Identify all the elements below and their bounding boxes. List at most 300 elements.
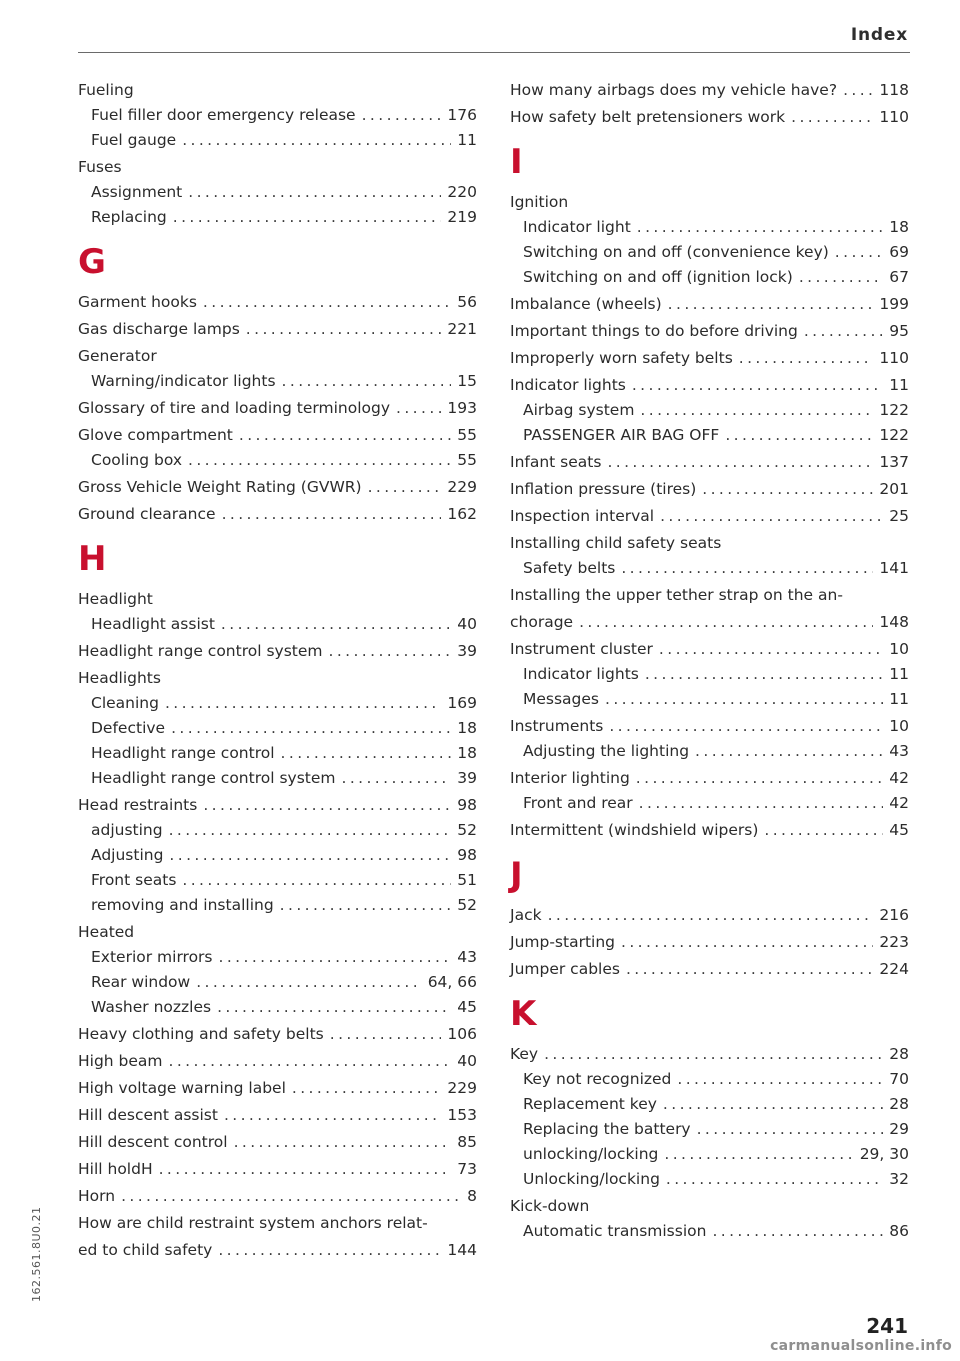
entry-term: Heavy clothing and safety belts <box>78 1025 324 1043</box>
dot-leader <box>196 970 421 995</box>
index-subentry <box>510 1092 909 1117</box>
index-entry <box>78 396 477 421</box>
entry-page-ref: 106 <box>447 1025 477 1043</box>
index-subentry <box>510 791 909 816</box>
dot-leader <box>544 1042 883 1067</box>
entry-term: Safety belts <box>523 559 616 577</box>
section-letter: J <box>510 855 523 895</box>
entry-page-ref: 141 <box>879 559 909 577</box>
entry-term: Imbalance (wheels) <box>510 295 662 313</box>
entry-page-ref: 11 <box>457 131 477 149</box>
index-entry <box>78 1211 477 1236</box>
entry-page-ref: 18 <box>889 218 909 236</box>
index-entry <box>78 587 477 612</box>
entry-page-ref: 55 <box>457 451 477 469</box>
entry-term: Head restraints <box>78 796 198 814</box>
dot-leader <box>636 766 883 791</box>
index-subentry <box>78 945 477 970</box>
entry-page-ref: 43 <box>457 948 477 966</box>
entry-term: ed to child safety <box>78 1241 213 1259</box>
entry-page-ref: 69 <box>889 243 909 261</box>
entry-page-ref: 40 <box>457 1052 477 1070</box>
entry-page-ref: 25 <box>889 507 909 525</box>
entry-term: Indicator light <box>523 218 631 236</box>
entry-term: Headlight range control system <box>91 769 336 787</box>
dot-leader <box>666 1167 883 1192</box>
index-column-right <box>510 76 909 1244</box>
entry-term: Horn <box>78 1187 116 1205</box>
dot-leader <box>396 396 441 421</box>
entry-page-ref: 70 <box>889 1070 909 1088</box>
entry-term: Replacing the battery <box>523 1120 691 1138</box>
dot-leader <box>621 930 873 955</box>
index-entry <box>78 1184 477 1209</box>
index-subentry <box>78 180 477 205</box>
page-number: 241 <box>866 1314 908 1338</box>
entry-term: Installing child safety seats <box>510 534 722 552</box>
entry-term: Messages <box>523 690 600 708</box>
entry-term: Generator <box>78 347 157 365</box>
entry-page-ref: 98 <box>457 846 477 864</box>
index-subentry <box>78 612 477 637</box>
entry-page-ref: 15 <box>457 372 477 390</box>
index-entry <box>510 105 909 130</box>
dot-leader <box>764 818 883 843</box>
entry-term: Ground clearance <box>78 505 216 523</box>
index-entry <box>78 1049 477 1074</box>
entry-term: High voltage warning label <box>78 1079 286 1097</box>
index-entry <box>510 583 909 608</box>
entry-term: Fuel filler door emergency release <box>91 106 356 124</box>
index-subentry <box>78 818 477 843</box>
document-code: 162.561.8U0.21 <box>30 1206 43 1302</box>
entry-term: Defective <box>91 719 166 737</box>
index-entry <box>510 610 909 635</box>
index-entry <box>510 319 909 344</box>
index-column-left <box>78 76 477 1263</box>
entry-term: Headlight range control <box>91 744 275 762</box>
dot-leader <box>607 450 873 475</box>
entry-page-ref: 45 <box>457 998 477 1016</box>
dot-leader <box>280 893 452 918</box>
entry-page-ref: 169 <box>447 694 477 712</box>
entry-term: Important things to do before driving <box>510 322 798 340</box>
index-subentry <box>78 205 477 230</box>
entry-page-ref: 110 <box>879 108 909 126</box>
index-entry <box>510 766 909 791</box>
index-entry <box>510 78 909 103</box>
entry-page-ref: 39 <box>457 642 477 660</box>
entry-term: Front seats <box>91 871 177 889</box>
section-letter: I <box>510 142 523 182</box>
entry-term: Interior lighting <box>510 769 630 787</box>
index-entry <box>510 903 909 928</box>
entry-term: Replacement key <box>523 1095 657 1113</box>
entry-term: Cooling box <box>91 451 183 469</box>
entry-term: Intermittent (windshield wipers) <box>510 821 759 839</box>
entry-page-ref: 221 <box>447 320 477 338</box>
entry-term: Heated <box>78 923 135 941</box>
entry-page-ref: 118 <box>879 81 909 99</box>
entry-term: Gas discharge lamps <box>78 320 240 338</box>
entry-page-ref: 85 <box>457 1133 477 1151</box>
entry-page-ref: 11 <box>889 690 909 708</box>
entry-term: High beam <box>78 1052 163 1070</box>
dot-leader <box>668 292 874 317</box>
index-entry <box>78 1157 477 1182</box>
entry-page-ref: 98 <box>457 796 477 814</box>
entry-term: Glossary of tire and loading terminology <box>78 399 391 417</box>
dot-leader <box>548 903 874 928</box>
index-entry <box>510 190 909 215</box>
entry-page-ref: 144 <box>447 1241 477 1259</box>
dot-leader <box>173 205 442 230</box>
section-letter: H <box>78 539 107 579</box>
dot-leader <box>182 868 451 893</box>
dot-leader <box>342 766 452 791</box>
entry-page-ref: 216 <box>879 906 909 924</box>
entry-page-ref: 52 <box>457 821 477 839</box>
dot-leader <box>579 610 873 635</box>
entry-term: Fuel gauge <box>91 131 177 149</box>
index-subentry <box>78 716 477 741</box>
index-entry <box>78 1238 477 1263</box>
dot-leader <box>637 215 883 240</box>
index-entry <box>78 1076 477 1101</box>
entry-page-ref: 193 <box>447 399 477 417</box>
dot-leader <box>169 818 452 843</box>
index-entry <box>510 818 909 843</box>
dot-leader <box>292 1076 442 1101</box>
entry-page-ref: 148 <box>879 613 909 631</box>
entry-term: Headlight range control system <box>78 642 323 660</box>
dot-leader <box>712 1219 883 1244</box>
entry-page-ref: 29, 30 <box>859 1145 909 1163</box>
entry-page-ref: 56 <box>457 293 477 311</box>
dot-leader <box>362 103 442 128</box>
index-entry <box>510 714 909 739</box>
entry-page-ref: 11 <box>889 376 909 394</box>
entry-term: Glove compartment <box>78 426 233 444</box>
dot-leader <box>843 78 873 103</box>
entry-page-ref: 18 <box>457 744 477 762</box>
dot-leader <box>282 369 452 394</box>
index-subentry <box>510 423 909 448</box>
entry-term: Indicator lights <box>510 376 626 394</box>
entry-page-ref: 10 <box>889 717 909 735</box>
dot-leader <box>605 687 883 712</box>
watermark: carmanualsonline.info <box>770 1338 952 1354</box>
index-entry <box>510 477 909 502</box>
dot-leader <box>697 1117 884 1142</box>
index-subentry <box>510 1117 909 1142</box>
entry-page-ref: 153 <box>447 1106 477 1124</box>
entry-term: Warning/indicator lights <box>91 372 276 390</box>
index-subentry <box>510 687 909 712</box>
entry-page-ref: 51 <box>457 871 477 889</box>
entry-page-ref: 8 <box>467 1187 477 1205</box>
running-header: Index <box>850 25 908 45</box>
entry-page-ref: 110 <box>879 349 909 367</box>
index-entry <box>78 502 477 527</box>
entry-term: Exterior mirrors <box>91 948 213 966</box>
section-letter: K <box>510 994 537 1034</box>
dot-leader <box>246 317 442 342</box>
entry-page-ref: 10 <box>889 640 909 658</box>
entry-term: PASSENGER AIR BAG OFF <box>523 426 720 444</box>
index-entry <box>78 317 477 342</box>
index-subentry <box>510 739 909 764</box>
entry-term: Inspection interval <box>510 507 655 525</box>
dot-leader <box>664 1142 853 1167</box>
dot-leader <box>182 128 451 153</box>
entry-term: Rear window <box>91 973 191 991</box>
entry-page-ref: 219 <box>447 208 477 226</box>
entry-term: How are child restraint system anchors relat- <box>78 1214 428 1232</box>
index-entry <box>78 344 477 369</box>
dot-leader <box>368 475 442 500</box>
entry-term: adjusting <box>91 821 163 839</box>
dot-leader <box>221 612 451 637</box>
entry-term: Hill holdH <box>78 1160 153 1178</box>
entry-page-ref: 55 <box>457 426 477 444</box>
dot-leader <box>663 1092 883 1117</box>
entry-page-ref: 224 <box>879 960 909 978</box>
entry-page-ref: 64, 66 <box>427 973 477 991</box>
entry-term: Front and rear <box>523 794 633 812</box>
dot-leader <box>677 1067 883 1092</box>
index-entry <box>78 290 477 315</box>
dot-leader <box>645 662 883 687</box>
dot-leader <box>234 1130 452 1155</box>
entry-term: Hill descent control <box>78 1133 228 1151</box>
entry-term: Jump-starting <box>510 933 615 951</box>
entry-page-ref: 73 <box>457 1160 477 1178</box>
dot-leader <box>219 945 452 970</box>
index-subentry <box>510 1167 909 1192</box>
dot-leader <box>695 739 883 764</box>
entry-page-ref: 42 <box>889 769 909 787</box>
entry-term: Jack <box>510 906 542 924</box>
entry-page-ref: 32 <box>889 1170 909 1188</box>
entry-term: How many airbags does my vehicle have? <box>510 81 838 99</box>
entry-page-ref: 40 <box>457 615 477 633</box>
entry-page-ref: 28 <box>889 1045 909 1063</box>
dot-leader <box>640 398 873 423</box>
index-entry <box>510 373 909 398</box>
dot-leader <box>224 1103 441 1128</box>
entry-page-ref: 39 <box>457 769 477 787</box>
index-subentry <box>78 995 477 1020</box>
index-entry <box>78 920 477 945</box>
entry-term: removing and installing <box>91 896 274 914</box>
dot-leader <box>188 448 451 473</box>
index-subentry <box>510 265 909 290</box>
dot-leader <box>799 265 883 290</box>
entry-term: Washer nozzles <box>91 998 212 1016</box>
dot-leader <box>609 714 883 739</box>
entry-term: Ignition <box>510 193 569 211</box>
index-subentry <box>510 398 909 423</box>
entry-term: Fuses <box>78 158 122 176</box>
dot-leader <box>632 373 883 398</box>
index-entry <box>78 1130 477 1155</box>
dot-leader <box>639 791 884 816</box>
entry-page-ref: 137 <box>879 453 909 471</box>
entry-page-ref: 42 <box>889 794 909 812</box>
index-entry <box>510 346 909 371</box>
index-entry <box>510 1042 909 1067</box>
index-entry <box>510 504 909 529</box>
entry-term: Instrument cluster <box>510 640 653 658</box>
entry-page-ref: 11 <box>889 665 909 683</box>
entry-page-ref: 29 <box>889 1120 909 1138</box>
entry-term: Installing the upper tether strap on the an- <box>510 586 843 604</box>
index-subentry <box>510 556 909 581</box>
entry-term: Instruments <box>510 717 604 735</box>
index-subentry <box>78 369 477 394</box>
entry-term: How safety belt pretensioners work <box>510 108 786 126</box>
index-entry <box>78 78 477 103</box>
dot-leader <box>203 793 451 818</box>
dot-leader <box>739 346 874 371</box>
index-subentry <box>78 843 477 868</box>
dot-leader <box>217 995 451 1020</box>
dot-leader <box>804 319 883 344</box>
index-entry <box>78 475 477 500</box>
index-subentry <box>510 662 909 687</box>
entry-page-ref: 199 <box>879 295 909 313</box>
index-entry <box>510 637 909 662</box>
dot-leader <box>203 290 451 315</box>
index-subentry <box>78 103 477 128</box>
index-entry <box>510 957 909 982</box>
index-subentry <box>78 128 477 153</box>
entry-term: Improperly worn safety belts <box>510 349 733 367</box>
index-subentry <box>78 766 477 791</box>
entry-page-ref: 28 <box>889 1095 909 1113</box>
entry-term: Infant seats <box>510 453 602 471</box>
dot-leader <box>169 843 451 868</box>
dot-leader <box>159 1157 452 1182</box>
entry-page-ref: 229 <box>447 1079 477 1097</box>
entry-page-ref: 95 <box>889 322 909 340</box>
entry-term: Airbag system <box>523 401 635 419</box>
dot-leader <box>218 1238 441 1263</box>
index-entry <box>78 666 477 691</box>
dot-leader <box>239 423 451 448</box>
entry-term: Headlights <box>78 669 161 687</box>
entry-term: Headlight <box>78 590 153 608</box>
index-subentry <box>78 970 477 995</box>
index-subentry <box>510 215 909 240</box>
entry-page-ref: 220 <box>447 183 477 201</box>
entry-term: Switching on and off (convenience key) <box>523 243 829 261</box>
section-letter: G <box>78 242 106 282</box>
index-entry <box>510 930 909 955</box>
entry-page-ref: 162 <box>447 505 477 523</box>
dot-leader <box>169 1049 452 1074</box>
dot-leader <box>188 180 441 205</box>
entry-term: Key <box>510 1045 539 1063</box>
entry-term: Headlight assist <box>91 615 215 633</box>
entry-term: Inflation pressure (tires) <box>510 480 697 498</box>
entry-page-ref: 67 <box>889 268 909 286</box>
index-subentry <box>78 448 477 473</box>
index-entry <box>510 1194 909 1219</box>
entry-term: Adjusting <box>91 846 164 864</box>
dot-leader <box>660 504 883 529</box>
dot-leader <box>281 741 452 766</box>
index-entry <box>510 450 909 475</box>
entry-page-ref: 201 <box>879 480 909 498</box>
index-entry <box>78 423 477 448</box>
header-rule <box>78 52 910 53</box>
index-entry <box>510 531 909 556</box>
dot-leader <box>329 639 452 664</box>
dot-leader <box>121 1184 461 1209</box>
entry-term: Switching on and off (ignition lock) <box>523 268 793 286</box>
entry-page-ref: 176 <box>447 106 477 124</box>
entry-term: Assignment <box>91 183 183 201</box>
entry-term: Unlocking/locking <box>523 1170 660 1188</box>
dot-leader <box>835 240 883 265</box>
entry-term: unlocking/locking <box>523 1145 659 1163</box>
entry-page-ref: 223 <box>879 933 909 951</box>
dot-leader <box>659 637 883 662</box>
index-subentry <box>78 868 477 893</box>
entry-term: Adjusting the lighting <box>523 742 690 760</box>
entry-term: Fueling <box>78 81 134 99</box>
entry-term: Automatic transmission <box>523 1222 707 1240</box>
entry-term: Indicator lights <box>523 665 639 683</box>
index-subentry <box>510 240 909 265</box>
index-entry <box>78 1022 477 1047</box>
index-entry <box>78 639 477 664</box>
dot-leader <box>791 105 873 130</box>
entry-page-ref: 229 <box>447 478 477 496</box>
entry-page-ref: 43 <box>889 742 909 760</box>
entry-page-ref: 122 <box>879 401 909 419</box>
index-entry <box>510 292 909 317</box>
dot-leader <box>165 691 441 716</box>
entry-page-ref: 86 <box>889 1222 909 1240</box>
index-subentry <box>510 1219 909 1244</box>
dot-leader <box>171 716 451 741</box>
entry-term: Replacing <box>91 208 167 226</box>
index-entry <box>78 155 477 180</box>
index-entry <box>78 1103 477 1128</box>
index-subentry <box>510 1142 909 1167</box>
index-subentry <box>510 1067 909 1092</box>
entry-page-ref: 122 <box>879 426 909 444</box>
entry-term: Gross Vehicle Weight Rating (GVWR) <box>78 478 362 496</box>
dot-leader <box>626 957 873 982</box>
entry-term: Jumper cables <box>510 960 620 978</box>
index-entry <box>78 793 477 818</box>
entry-page-ref: 18 <box>457 719 477 737</box>
entry-term: Kick-down <box>510 1197 590 1215</box>
dot-leader <box>702 477 873 502</box>
dot-leader <box>222 502 442 527</box>
entry-term: Key not recognized <box>523 1070 672 1088</box>
index-subentry <box>78 741 477 766</box>
index-subentry <box>78 691 477 716</box>
entry-term: Cleaning <box>91 694 159 712</box>
entry-term: Garment hooks <box>78 293 197 311</box>
dot-leader <box>621 556 873 581</box>
entry-term: Hill descent assist <box>78 1106 218 1124</box>
